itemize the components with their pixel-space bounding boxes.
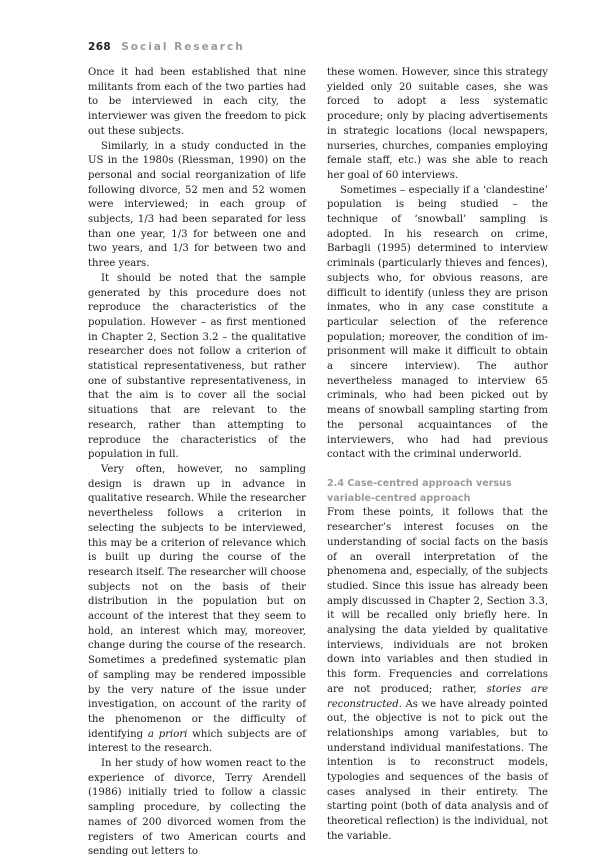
right-column — [327, 66, 548, 845]
paragraph — [327, 506, 548, 844]
paragraph: Once it had been established that nine militants from each of the two parties had to be interviewed in each city, the interviewer was given the freedom to pick out these subjects. — [88, 67, 306, 137]
paragraph: Similarly, in a study conducted in the US in the 1980s (Riessman, 1990) on the personal and social reorganization of life following divorce, 52 men and 52 women were interviewed; in each group of subjects, 1/3 had been separated for less than one year, 1/3 for between one and two years, and 1/3 for between two and three years. — [88, 140, 306, 270]
paragraph: Sometimes – especially if a ‘clandestine’ population is being studied – the technique of ‘snowball’ sampling is adopted. In his research on crime, Barbagli (1995) determined to interview criminals (particularly thieves and fences), subjects who, for obvious reasons, are difficult to identify (unless they are prison inmates, who in any case constitute a particular selection of the reference population; moreover, the condition of imprisonment will make it difficult to obtain a sincere interview). The author nevertheless managed to interview 65 criminals, who had been picked out by means of snowball sampling starting from the personal acquaintances of the interviewers, who had had previous contact with the criminal underworld. — [327, 184, 548, 461]
paragraph-text: From these points, it follows that the researcher’s interest focuses on the understanding of social facts on the basis of an overall interpretation of the phenomena and, especially, of the subjects studied. Since this issue has already been amply discussed in Chapter 2, Section 3.3, it will be recalled only briefly here. In analysing the data yielded by qualitative interviews, individuals are not broken down into variables and then studied in this form. Frequencies and correlations are not produced; rather, — [327, 507, 548, 695]
italic-phrase: stories are reconstructed — [327, 683, 548, 710]
italic-phrase: a priori — [147, 728, 188, 740]
page-number: 268 — [88, 41, 112, 53]
paragraph-text: . As we have already pointed out, the objective is not to pick out the relationships among variables, but to understand individual manifestations. The intention is to reconstruct models, typologies and sequences of the basis of cases analysed in their entirety. The starting point (both of data analysis and of theoretical reflection) is the individual, not the variable. — [327, 698, 548, 842]
paragraph — [88, 463, 306, 757]
running-head — [88, 41, 245, 53]
section-heading: 2.4 Case-centred approach versus variable-centred approach — [327, 477, 512, 504]
paragraph: It should be noted that the sample generated by this procedure does not reproduce the characteristics of the population. However – as first mentioned in Chapter 2, Section 3.2 – the qualitative researcher does not follow a criterion of statistical representativeness, but rather one of substantive representativeness, in that the aim is to cover all the social situations that are relevant to the research, rather than attempting to reproduce the characteristics of the population in full. — [88, 272, 306, 461]
paragraph-text: which subjects are of interest to the research. — [88, 728, 306, 755]
left-column — [88, 66, 306, 860]
running-title: Social Research — [121, 41, 245, 53]
paragraph: In her study of how women react to the experience of divorce, Terry Arendell (1986) initially tried to follow a classic sampling procedure, by collecting the names of 200 divorced women from the registers of two American courts and sending out letters to — [88, 758, 306, 858]
paragraph-text: Very often, however, no sampling design is drawn up in advance in qualitative research. While the researcher nevertheless follows a criterion in selecting the subjects to be interviewed, this may be a criterion of relevance which is built up during the course of the research itself. The researcher will choose subjects not on the basis of their distribution in the population but on account of the interest that they seem to hold, an interest which may, moreover, change during the course of the research. Sometimes a predefined systematic plan of sampling may be rendered impossible by the very nature of the issue under investigation, on account of the rarity of the phenomenon or the difficulty of identifying — [88, 463, 306, 740]
paragraph: these women. However, since this strategy yielded only 20 suitable cases, she was forced to adopt a less systematic procedure; only by placing advertisements in strategic locations (local newspapers, nurseries, churches, companies employing female staff, etc.) was she able to reach her goal of 60 interviews. — [327, 67, 548, 181]
